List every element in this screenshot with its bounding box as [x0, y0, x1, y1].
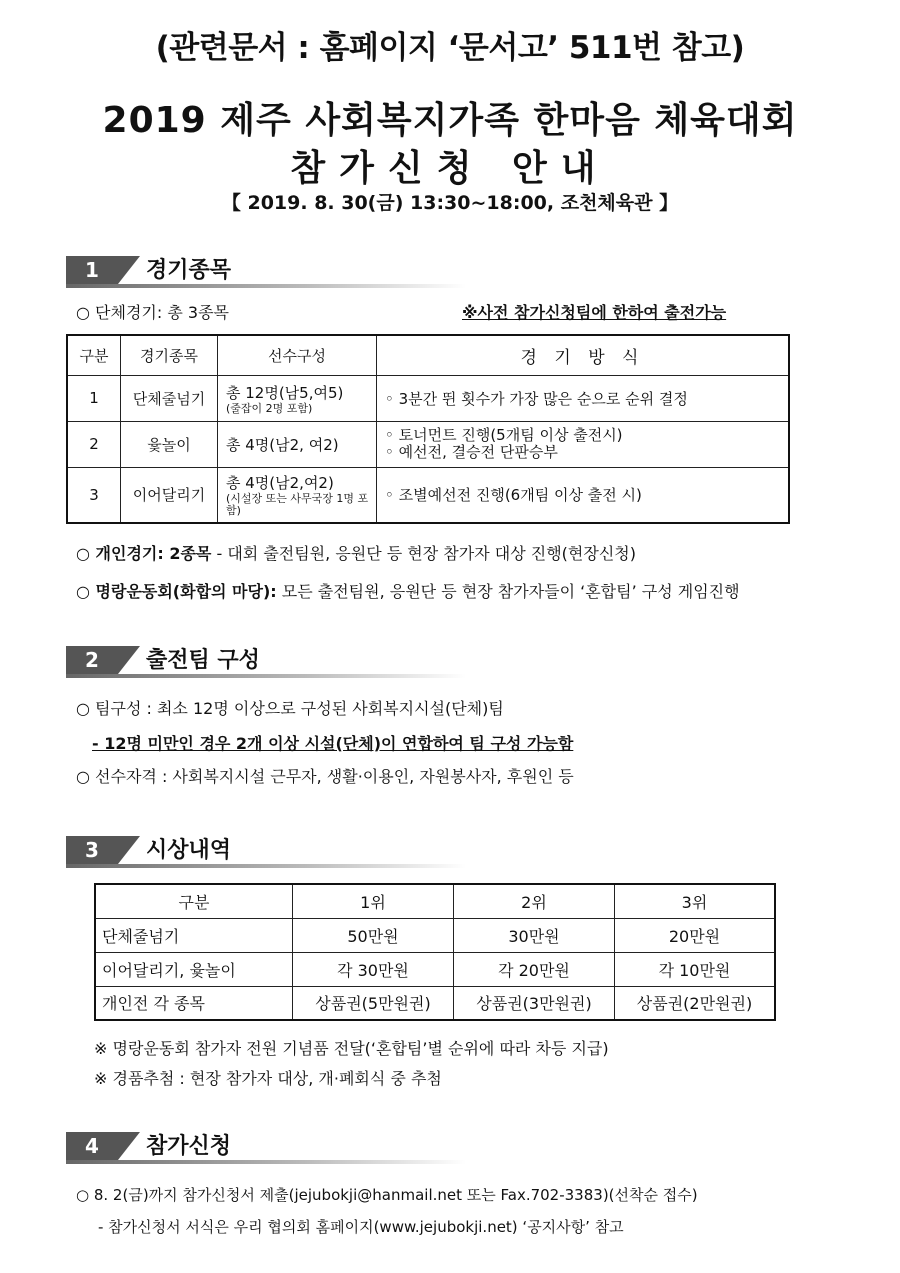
application-deadline-line: ○ 8. 2(금)까지 참가신청서 제출(jejubokji@hanmail.net 또는 Fax.702-3383)(선착순 접수): [76, 1186, 698, 1204]
method-line: ◦ 토너먼트 진행(5개팀 이상 출전시): [385, 426, 623, 444]
team-merge-note: - 12명 미만인 경우 2개 이상 시설(단체)이 연합하여 팀 구성 가능함: [92, 734, 574, 753]
group-events-label: ○ 단체경기: 총 3종목: [76, 303, 229, 322]
table-row: [95, 986, 775, 1020]
method-line: ◦ 3분간 뛴 횟수가 가장 많은 순으로 순위 결정: [385, 389, 688, 408]
sports-day-label: ○ 명랑운동회(화합의 마당):: [76, 582, 277, 601]
player-eligibility-line: ○ 선수자격 : 사회복지시설 근무자, 생활·이용인, 자원봉사자, 후원인 등: [76, 767, 574, 786]
heading-slant-decoration: [118, 836, 140, 864]
section-number: 2: [66, 646, 118, 674]
individual-events-label: ○ 개인경기: 2종목: [76, 544, 212, 563]
table-row: [67, 375, 789, 421]
sports-day-text: 모든 출전팀원, 응원단 등 현장 참가자들이 ‘혼합팀’ 구성 게임진행: [276, 582, 740, 601]
players-main: 총 4명(남2, 여2): [226, 435, 339, 454]
page-title: 2019 제주 사회복지가족 한마음 체육대회: [102, 100, 798, 141]
header-cell: 경 기 방 식: [377, 335, 790, 375]
method-line: ◦ 예선전, 결승전 단판승부: [385, 443, 558, 461]
heading-underline: [66, 864, 466, 868]
award-value: 50만원: [293, 918, 454, 952]
section-title: 출전팀 구성: [146, 648, 260, 673]
header-cell: 1위: [293, 884, 454, 918]
heading-underline: [66, 1160, 466, 1164]
section-title: 경기종목: [146, 258, 232, 283]
team-composition-line: ○ 팀구성 : 최소 12명 이상으로 구성된 사회복지시설(단체)팀: [76, 699, 504, 718]
table-row: [95, 918, 775, 952]
header-cell: 3위: [615, 884, 776, 918]
header-cell: 구분: [67, 335, 121, 375]
souvenir-note: ※ 명랑운동회 참가자 전원 기념품 전달(‘혼합팀’별 순위에 따라 차등 지급): [94, 1039, 609, 1058]
section-title: 시상내역: [146, 838, 232, 863]
header-cell: 구분: [95, 884, 293, 918]
registration-notice: ※사전 참가신청팀에 한하여 출전가능: [462, 303, 727, 322]
players-main: 총 12명(남5,여5): [226, 383, 344, 402]
table-row: [95, 952, 775, 986]
section-2-heading: [66, 646, 486, 674]
row-number: 2: [67, 421, 121, 467]
table-header-row: [95, 884, 775, 918]
page-subtitle: 참가신청 안내: [290, 148, 610, 189]
competition-method: [377, 421, 790, 467]
event-name: 이어달리기: [121, 467, 218, 523]
table-row: [67, 467, 789, 523]
competition-method: [377, 467, 790, 523]
award-value: 20만원: [615, 918, 776, 952]
award-value: 각 30만원: [293, 952, 454, 986]
section-number: 1: [66, 256, 118, 284]
application-form-note: - 참가신청서 서식은 우리 협의회 홈페이지(www.jejubokji.net) ‘공지사항’ 참고: [98, 1218, 624, 1236]
individual-events-line: [76, 541, 636, 564]
section-3-heading: [66, 836, 486, 864]
reference-note: (관련문서 : 홈페이지 ‘문서고’ 511번 참고): [155, 30, 745, 66]
competition-method: [377, 375, 790, 421]
section-title: 참가신청: [146, 1134, 232, 1159]
event-name: 윷놀이: [121, 421, 218, 467]
section-number: 3: [66, 836, 118, 864]
award-value: 각 20만원: [454, 952, 615, 986]
row-number: 1: [67, 375, 121, 421]
award-value: 상품권(5만원권): [293, 986, 454, 1020]
players-main: 총 4명(남2,여2): [226, 474, 334, 493]
event-date-venue: 【 2019. 8. 30(금) 13:30~18:00, 조천체육관 】: [221, 192, 679, 214]
individual-events-text: - 대회 출전팀원, 응원단 등 현장 참가자 대상 진행(현장신청): [211, 544, 636, 563]
header-cell: 경기종목: [121, 335, 218, 375]
heading-underline: [66, 674, 466, 678]
award-value: 상품권(2만원권): [615, 986, 776, 1020]
header-cell: 선수구성: [218, 335, 377, 375]
header-cell: 2위: [454, 884, 615, 918]
award-value: 각 10만원: [615, 952, 776, 986]
award-value: 30만원: [454, 918, 615, 952]
award-category: 단체줄넘기: [95, 918, 293, 952]
awards-table: [94, 883, 776, 1021]
heading-slant-decoration: [118, 256, 140, 284]
award-value: 상품권(3만원권): [454, 986, 615, 1020]
section-1-heading: [66, 256, 486, 284]
lottery-note: ※ 경품추첨 : 현장 참가자 대상, 개·폐회식 중 추첨: [94, 1069, 442, 1088]
player-composition: [218, 375, 377, 421]
section-4-heading: [66, 1132, 486, 1160]
sports-day-line: [76, 579, 740, 602]
player-composition: [218, 467, 377, 523]
method-line: ◦ 조별예선전 진행(6개팀 이상 출전 시): [385, 486, 642, 505]
table-header-row: [67, 335, 789, 375]
events-table: [66, 334, 790, 524]
players-note: (줄잡이 2명 포함): [226, 401, 313, 415]
award-category: 이어달리기, 윷놀이: [95, 952, 293, 986]
heading-slant-decoration: [118, 1132, 140, 1160]
players-note: (시설장 또는 사무국장 1명 포함): [226, 492, 369, 518]
row-number: 3: [67, 467, 121, 523]
heading-underline: [66, 284, 466, 288]
player-composition: [218, 421, 377, 467]
award-category: 개인전 각 종목: [95, 986, 293, 1020]
heading-slant-decoration: [118, 646, 140, 674]
section-number: 4: [66, 1132, 118, 1160]
table-row: [67, 421, 789, 467]
event-name: 단체줄넘기: [121, 375, 218, 421]
